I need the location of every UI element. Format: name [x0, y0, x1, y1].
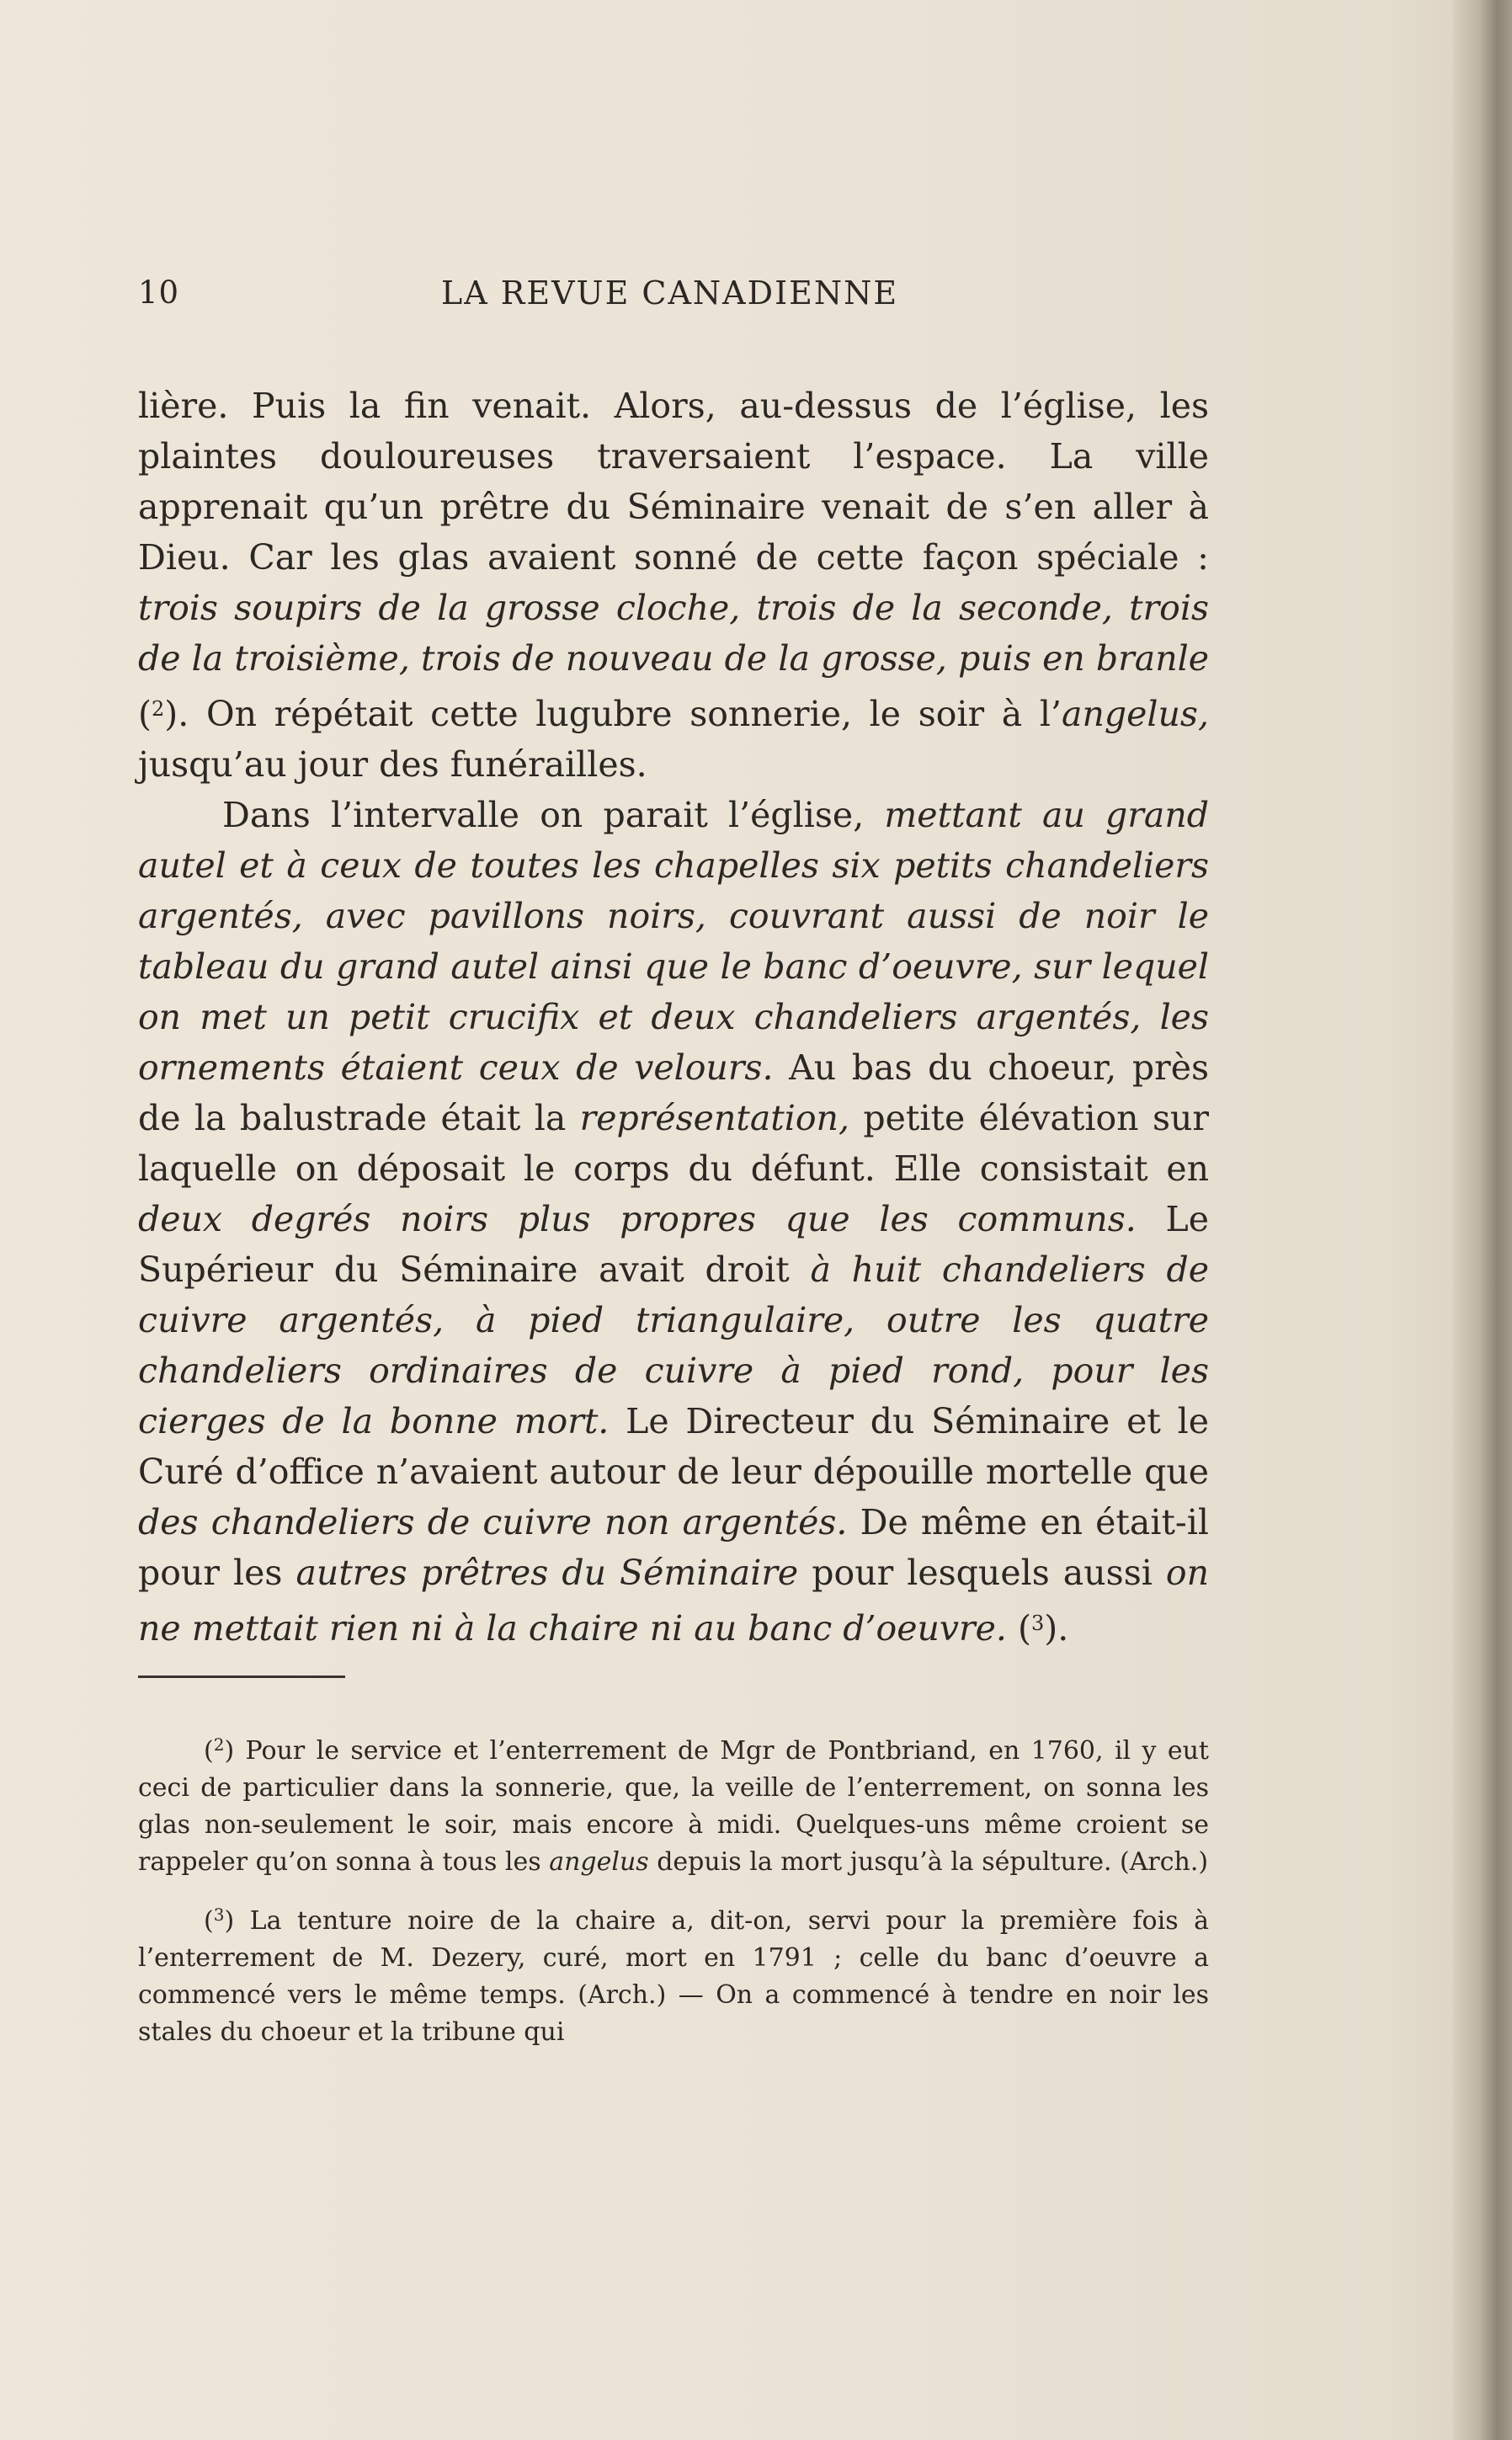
body-text: [138, 381, 1209, 1654]
italic-run: mettant au grand autel et à ceux de toutes les chapelles six petits chandeliers argentés, avec pavillons noirs, couvrant aussi de noir le tableau du grand autel ainsi que le banc d’oeuvre, sur lequel on met un petit crucifix et deux chandeliers argentés, les ornements étaient ceux de velours.: [138, 795, 1209, 1088]
italic-run: angelus,: [1062, 694, 1209, 734]
footnote-paren: (: [204, 1906, 214, 1936]
text-run: (: [138, 694, 152, 734]
text-run: Le Directeur du Séminaire et le Curé d’office n’avaient autour de leur dépouille mortelle que: [138, 1401, 1209, 1492]
footnotes: [138, 1726, 1209, 2066]
text-run: jusqu’au jour des funérailles.: [138, 744, 647, 785]
italic-run: deux degrés noirs plus propres que les communs.: [138, 1199, 1137, 1239]
italic-run: des chandeliers de cuivre non argentés.: [138, 1502, 848, 1542]
text-run: De même en était-il pour les: [138, 1502, 1209, 1593]
text-run: ). On répétait cette lugubre sonnerie, le soir à l’: [164, 694, 1062, 734]
italic-run: à huit chandeliers de cuivre argentés, à pied triangulaire, outre les quatre chandeliers ordinaires de cuivre à pied rond, pour les cierges de la bonne mort.: [138, 1249, 1209, 1441]
text-run: Le Supérieur du Séminaire avait droit: [138, 1199, 1209, 1290]
text-run: (: [1006, 1608, 1031, 1649]
paragraph-1: [138, 381, 1209, 790]
footnote-mark: 2: [213, 1734, 225, 1755]
footnote-ref-3[interactable]: 3: [1030, 1612, 1045, 1635]
italic-run: trois soupirs de la grosse cloche, trois de la seconde, trois de la troisième, trois de nouveau de la grosse, puis en branle: [138, 588, 1209, 679]
text-run: pour lesquels aussi: [798, 1553, 1166, 1593]
text-run: Pour le service et l’enterrement de Mgr de Pontbriand, en 1760, il y eut ceci de particulier dans la sonnerie, que, la veille de l’enterrement, on sonna les glas non-seulement le soir, mais encore à midi. Quelques-uns même croient se rappeler qu’on sonna à tous les: [138, 1736, 1209, 1877]
footnote-divider: [138, 1676, 345, 1678]
italic-run: représentation,: [579, 1098, 849, 1138]
footnote-paren: (: [204, 1736, 214, 1766]
footnote-3: [138, 1896, 1209, 2051]
text-run: depuis la mort jusqu’à la sépulture. (Arch.): [648, 1847, 1209, 1877]
text-run: lière. Puis la fin venait. Alors, au-dessus de l’église, les plaintes douloureuses traversaient l’espace. La ville apprenait qu’un prêtre du Séminaire venait de s’en aller à Dieu. Car les glas avaient sonné de cette façon spéciale :: [138, 386, 1209, 578]
text-run: ).: [1044, 1608, 1069, 1649]
page-header: [138, 274, 1209, 317]
footnote-ref-2[interactable]: 2: [152, 697, 165, 721]
text-run: Dans l’intervalle on parait l’église,: [222, 795, 885, 835]
book-spine-shadow: [1453, 0, 1512, 2440]
footnote-paren: ): [224, 1906, 235, 1936]
text-run: La tenture noire de la chaire a, dit-on, servi pour la première fois à l’enterrement de M. Dezery, curé, mort en 1791 ; celle du banc d’oeuvre a commencé vers le même temps. (Arch.) — On a commencé à tendre en noir les stales du choeur et la tribune qui: [138, 1906, 1209, 2047]
footnote-mark: 3: [213, 1905, 225, 1925]
running-title: LA REVUE CANADIENNE: [441, 274, 899, 312]
text-run: Au bas du choeur, près de la balustrade était la: [138, 1047, 1210, 1138]
italic-run: angelus: [549, 1847, 649, 1877]
page-number: 10: [138, 274, 180, 311]
footnote-paren: ): [224, 1736, 235, 1766]
italic-run: autres prêtres du Séminaire: [295, 1553, 799, 1593]
footnote-2: [138, 1726, 1209, 1881]
paragraph-2: [138, 790, 1209, 1654]
italic-run: on ne mettait rien ni à la chaire ni au banc d’oeuvre.: [138, 1553, 1209, 1649]
text-run: petite élévation sur laquelle on déposait le corps du défunt. Elle consistait en: [138, 1098, 1209, 1189]
